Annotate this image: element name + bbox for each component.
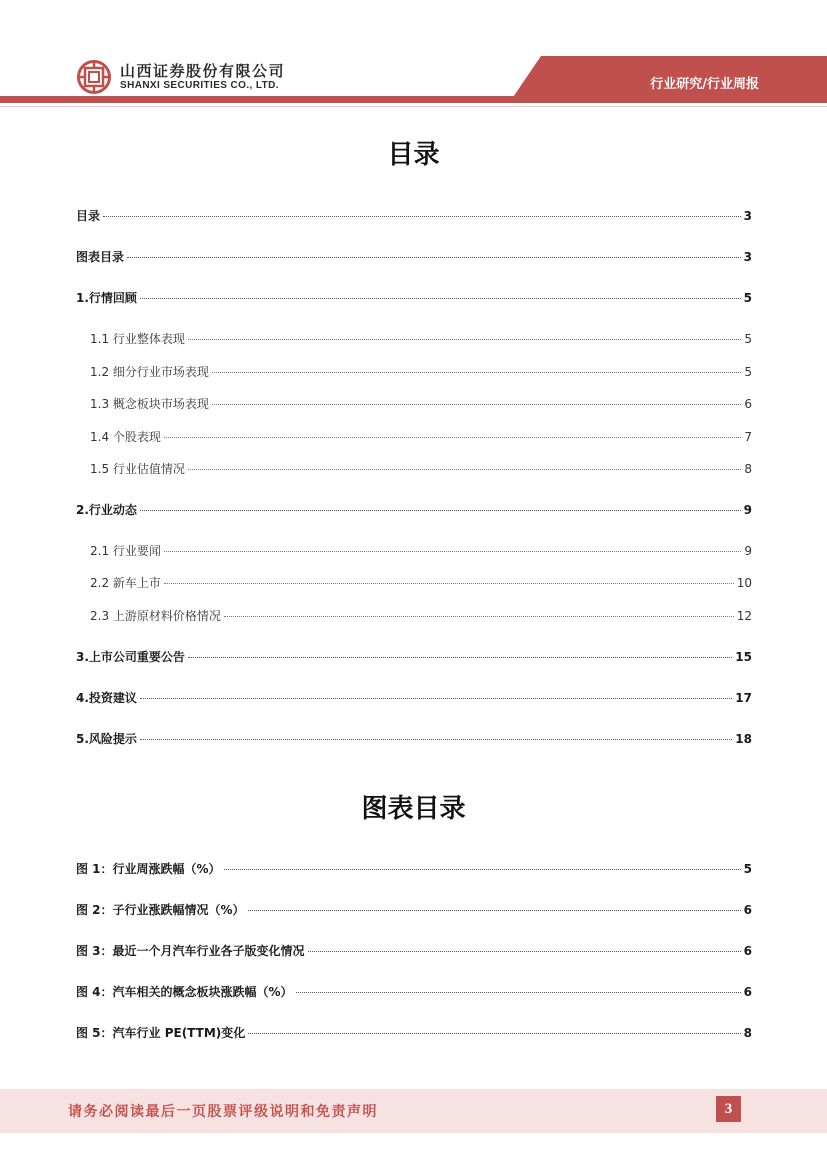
toc-entry-page: 6 [744,397,752,411]
toc-entry-label: 1.3 概念板块市场表现 [90,397,209,411]
toc-entry-section-1-5[interactable] [90,460,752,478]
toc-entry-page: 3 [743,209,752,223]
toc-entry-label: 1.4 个股表现 [90,430,161,444]
toc-entry-page: 10 [736,576,752,590]
dot-leader [164,437,741,438]
toc-entry-figures[interactable] [76,248,752,266]
dot-leader [140,739,732,740]
dot-leader [248,1033,740,1034]
dot-leader [164,551,741,552]
figure-entry-label: 图 5：汽车行业 PE(TTM)变化 [76,1026,246,1040]
toc-entry-page: 8 [744,462,752,476]
figure-entry-page: 6 [743,903,752,917]
dot-leader [224,616,734,617]
page-number: 3 [716,1096,741,1122]
figure-entry-1[interactable] [76,860,752,878]
toc-entry-section-1-1[interactable] [90,330,752,348]
toc-entry-section-1-2[interactable] [90,363,752,381]
dot-leader [140,510,741,511]
toc-entry-label: 3.上市公司重要公告 [76,650,185,664]
toc-entry-label: 1.行情回顾 [76,291,137,305]
toc-title: 目录 [387,140,440,170]
toc-entry-label: 2.3 上游原材料价格情况 [90,609,221,623]
toc-entry-section-3[interactable] [76,648,752,666]
dot-leader [224,869,741,870]
figure-entry-label: 图 4：汽车相关的概念板块涨跌幅（%） [76,985,293,999]
figure-entry-label: 图 1：行业周涨跌幅（%） [76,862,221,876]
toc-entry-section-4[interactable] [76,689,752,707]
toc-entry-label: 5.风险提示 [76,732,137,746]
dot-leader [127,257,741,258]
toc-entry-page: 5 [743,291,752,305]
toc-entry-label: 4.投资建议 [76,691,137,705]
company-seal-icon [77,60,111,94]
report-type-label: 行业研究/行业周报 [650,77,759,92]
toc-entry-contents[interactable] [76,207,752,225]
toc-entry-label: 1.2 细分行业市场表现 [90,365,209,379]
toc-entry-section-2-1[interactable] [90,542,752,560]
toc-entry-label: 1.1 行业整体表现 [90,332,185,346]
header-divider [0,106,827,107]
dot-leader [140,298,741,299]
figures-title: 图表目录 [361,794,466,824]
toc-entry-label: 图表目录 [76,250,125,264]
toc-entry-section-2-3[interactable] [90,607,752,625]
figure-entry-3[interactable] [76,942,752,960]
dot-leader [248,910,741,911]
toc-entry-page: 7 [744,430,752,444]
toc-entry-page: 9 [744,544,752,558]
toc-entry-page: 18 [735,732,752,746]
company-name-en: SHANXI SECURITIES CO., LTD. [120,80,279,91]
company-name-cn: 山西证券股份有限公司 [120,62,286,80]
dot-leader [103,216,741,217]
toc-entry-page: 5 [744,332,752,346]
page-header [0,0,827,112]
toc-entry-label: 2.行业动态 [76,503,137,517]
figure-entry-5[interactable] [76,1024,752,1042]
figure-entry-label: 图 3：最近一个月汽车行业各子版变化情况 [76,944,305,958]
figure-entry-label: 图 2：子行业涨跌幅情况（%） [76,903,245,917]
toc-entry-label: 目录 [76,209,101,223]
toc-entry-page: 17 [735,691,752,705]
toc-entry-label: 2.1 行业要闻 [90,544,161,558]
dot-leader [212,372,741,373]
figure-entry-page: 5 [743,862,752,876]
figure-entry-page: 8 [743,1026,752,1040]
figure-entry-page: 6 [743,985,752,999]
toc-entry-section-5[interactable] [76,730,752,748]
toc-entry-page: 12 [736,609,752,623]
dot-leader [296,992,741,993]
footer-disclaimer: 请务必阅读最后一页股票评级说明和免责声明 [68,1104,378,1120]
dot-leader [140,698,732,699]
toc-entry-page: 3 [743,250,752,264]
toc-entry-section-2-2[interactable] [90,574,752,592]
toc-entry-label: 2.2 新车上市 [90,576,161,590]
toc-entry-section-1-3[interactable] [90,395,752,413]
dot-leader [212,404,741,405]
toc-entry-page: 5 [744,365,752,379]
toc-entry-section-1[interactable] [76,289,752,307]
toc-entry-page: 15 [735,650,752,664]
dot-leader [188,339,741,340]
figure-entry-2[interactable] [76,901,752,919]
figure-entry-4[interactable] [76,983,752,1001]
toc-entry-page: 9 [743,503,752,517]
toc-entry-label: 1.5 行业估值情况 [90,462,185,476]
dot-leader [188,657,732,658]
dot-leader [308,951,741,952]
toc-entry-section-1-4[interactable] [90,428,752,446]
toc-entry-section-2[interactable] [76,501,752,519]
figure-entry-page: 6 [743,944,752,958]
dot-leader [188,469,741,470]
dot-leader [164,583,734,584]
